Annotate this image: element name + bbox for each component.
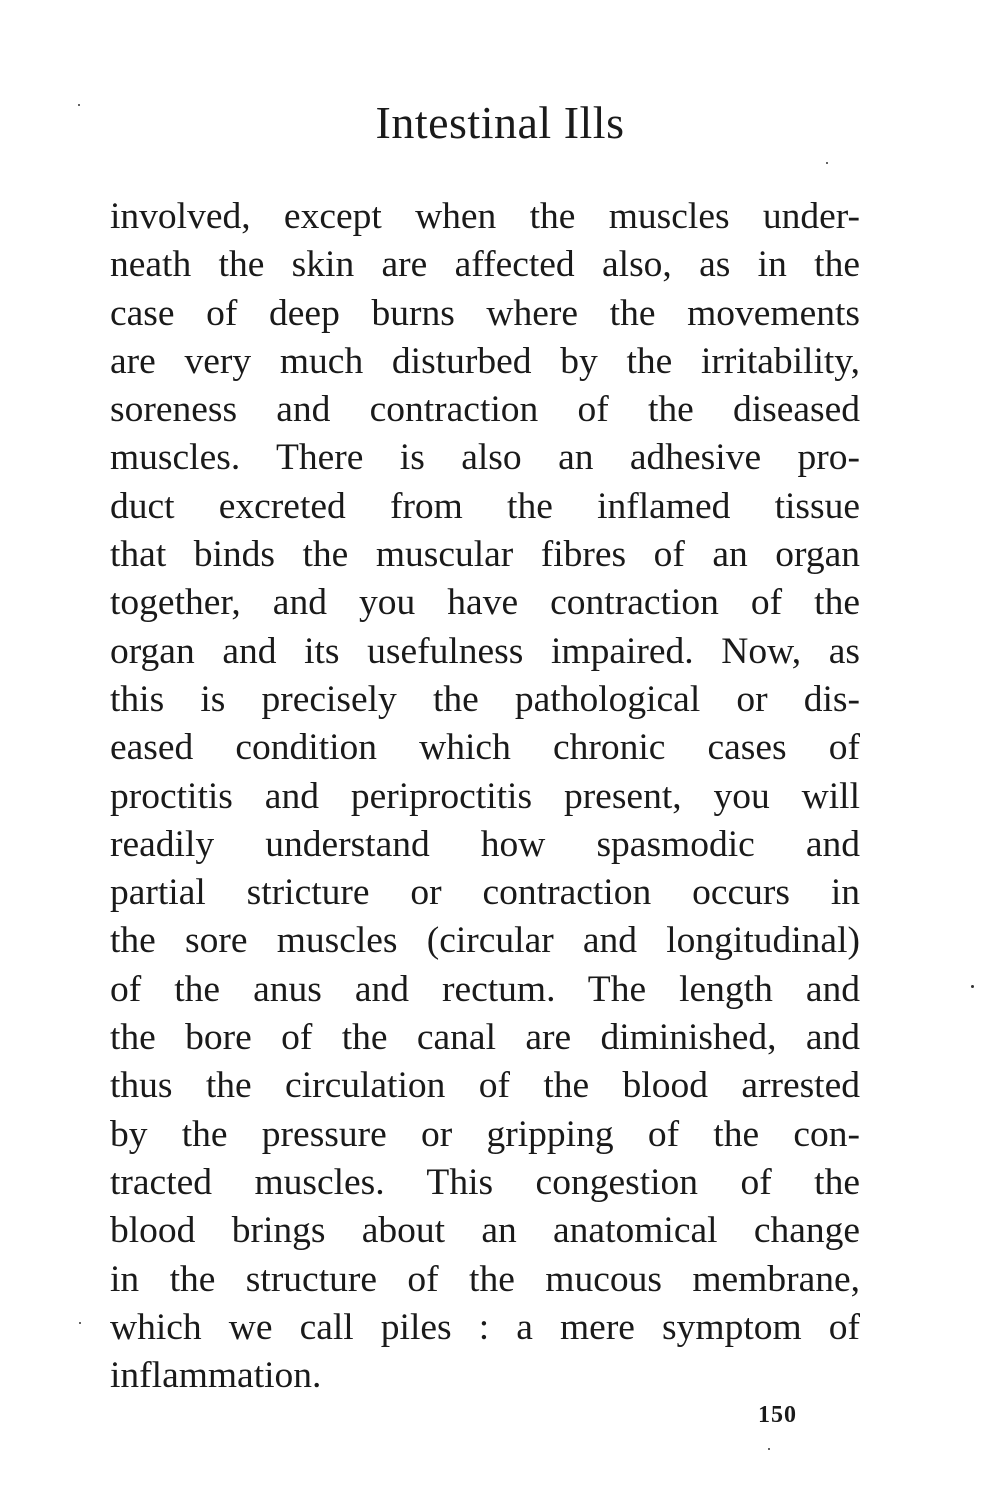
- text-line: that binds the muscular fibres of an organ: [110, 534, 860, 576]
- scan-speck: [78, 104, 80, 106]
- text-line: together, and you have contraction of the: [110, 582, 860, 624]
- text-line: organ and its usefulness impaired. Now, as: [110, 630, 860, 672]
- body-paragraph: [110, 193, 860, 1400]
- scan-speck: [768, 1448, 770, 1450]
- scan-speck: [826, 162, 828, 164]
- text-line: this is precisely the pathological or dis-: [110, 678, 860, 720]
- text-line: blood brings about an anatomical change: [110, 1210, 860, 1252]
- text-line: tracted muscles. This congestion of the: [110, 1161, 860, 1203]
- text-line: proctitis and periproctitis present, you will: [110, 775, 860, 817]
- text-line: in the structure of the mucous membrane,: [110, 1258, 860, 1300]
- text-line: readily understand how spasmodic and: [110, 823, 860, 865]
- text-line: thus the circulation of the blood arrested: [110, 1065, 860, 1107]
- text-line: case of deep burns where the movements: [110, 292, 860, 334]
- text-line: the bore of the canal are diminished, and: [110, 1017, 860, 1059]
- running-header: Intestinal Ills: [375, 97, 625, 148]
- scan-speck: [79, 1322, 81, 1324]
- scan-speck: [971, 985, 974, 988]
- text-line: which we call piles : a mere symptom of: [110, 1306, 860, 1348]
- page-number: 150: [758, 1402, 797, 1428]
- text-line: involved, except when the muscles under-: [110, 196, 860, 237]
- text-line: muscles. There is also an adhesive pro-: [110, 437, 860, 479]
- text-line: soreness and contraction of the diseased: [110, 389, 860, 431]
- text-line-last: inflammation.: [110, 1355, 322, 1397]
- text-line: eased condition which chronic cases of: [110, 727, 860, 769]
- text-line: by the pressure or gripping of the con-: [110, 1113, 860, 1155]
- text-line: are very much disturbed by the irritability,: [110, 340, 860, 382]
- text-line: the sore muscles (circular and longitudinal): [110, 920, 860, 962]
- text-line: duct excreted from the inflamed tissue: [110, 485, 860, 527]
- text-line: of the anus and rectum. The length and: [110, 968, 860, 1010]
- text-line: partial stricture or contraction occurs in: [110, 872, 860, 914]
- text-line: neath the skin are affected also, as in the: [110, 244, 860, 286]
